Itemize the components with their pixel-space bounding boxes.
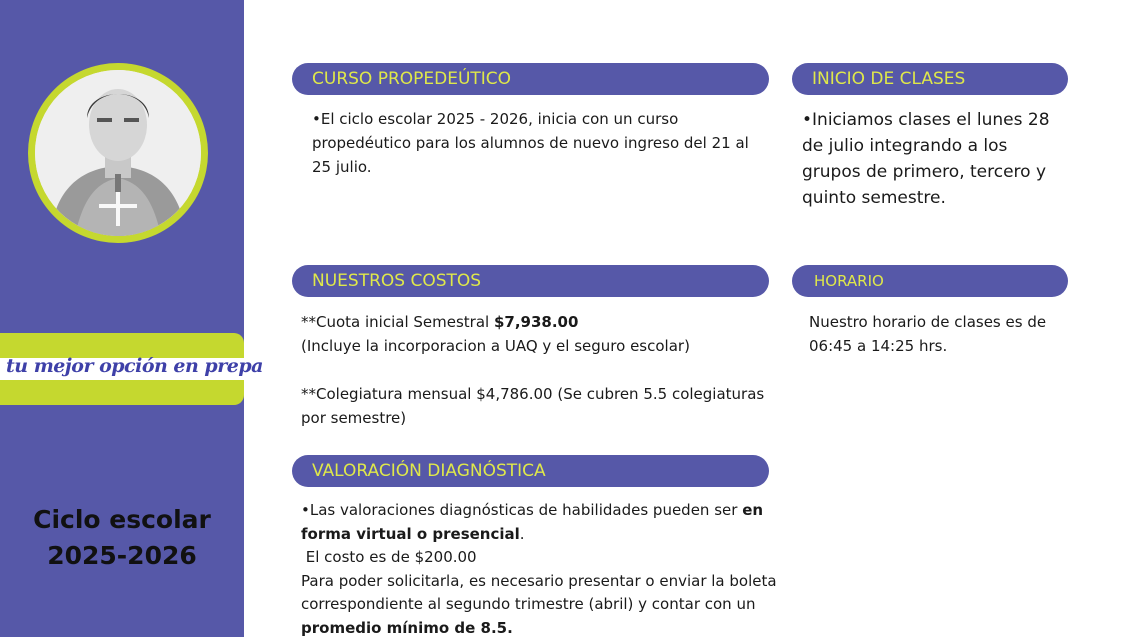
horario-text bbox=[809, 310, 1049, 358]
costos-heading: NUESTROS COSTOS bbox=[292, 265, 769, 297]
valoracion-requirement bbox=[301, 570, 816, 640]
valoracion-cost: El costo es de $200.00 bbox=[301, 546, 816, 570]
portrait-photo bbox=[35, 70, 201, 236]
portrait-frame bbox=[28, 63, 208, 243]
costos-text bbox=[301, 310, 771, 430]
tagline-band bbox=[0, 333, 244, 405]
valoracion-mode: en forma virtual o presencial bbox=[301, 501, 763, 543]
cuota-label: **Cuota inicial Semestral bbox=[301, 313, 494, 331]
costos-line-2: (Incluye la incorporacion a UAQ y el seguro escolar) bbox=[301, 334, 771, 358]
school-cycle-title bbox=[0, 502, 244, 574]
inicio-paragraph: •Iniciamos clases el lunes 28 de julio integrando a los grupos de primero, tercero y quinto semestre. bbox=[802, 107, 1056, 211]
cuota-amount: $7,938.00 bbox=[494, 313, 578, 331]
horario-paragraph: Nuestro horario de clases es de 06:45 a 14:25 hrs. bbox=[809, 310, 1049, 358]
valoracion-line-1 bbox=[301, 499, 816, 546]
priest-portrait-image bbox=[35, 70, 201, 236]
requirement-prefix: Para poder solicitarla, es necesario presentar o enviar la boleta correspondiente al segundo trimestre (abril) y contar con un bbox=[301, 572, 777, 614]
costos-line-3: **Colegiatura mensual $4,786.00 (Se cubren 5.5 colegiaturas por semestre) bbox=[301, 382, 771, 430]
horario-heading: HORARIO bbox=[792, 265, 1068, 297]
inicio-clases-heading: INICIO DE CLASES bbox=[792, 63, 1068, 95]
valoracion-prefix: •Las valoraciones diagnósticas de habilidades pueden ser bbox=[301, 501, 742, 519]
valoracion-heading: VALORACIÓN DIAGNÓSTICA bbox=[292, 455, 769, 487]
valoracion-suffix: . bbox=[520, 525, 525, 543]
tagline: tu mejor opción en prepa bbox=[6, 355, 263, 377]
requirement-average: promedio mínimo de 8.5. bbox=[301, 619, 513, 637]
cycle-line-2: 2025-2026 bbox=[0, 538, 244, 574]
curso-propedeutico-heading: CURSO PROPEDEÚTICO bbox=[292, 63, 769, 95]
costos-line-1 bbox=[301, 310, 771, 334]
inicio-clases-text bbox=[802, 107, 1056, 211]
cycle-line-1: Ciclo escolar bbox=[0, 502, 244, 538]
curso-propedeutico-text bbox=[312, 107, 757, 179]
curso-paragraph: •El ciclo escolar 2025 - 2026, inicia con un curso propedéutico para los alumnos de nuevo ingreso del 21 al 25 julio. bbox=[312, 107, 757, 179]
valoracion-text bbox=[301, 499, 816, 640]
sidebar bbox=[0, 0, 244, 637]
